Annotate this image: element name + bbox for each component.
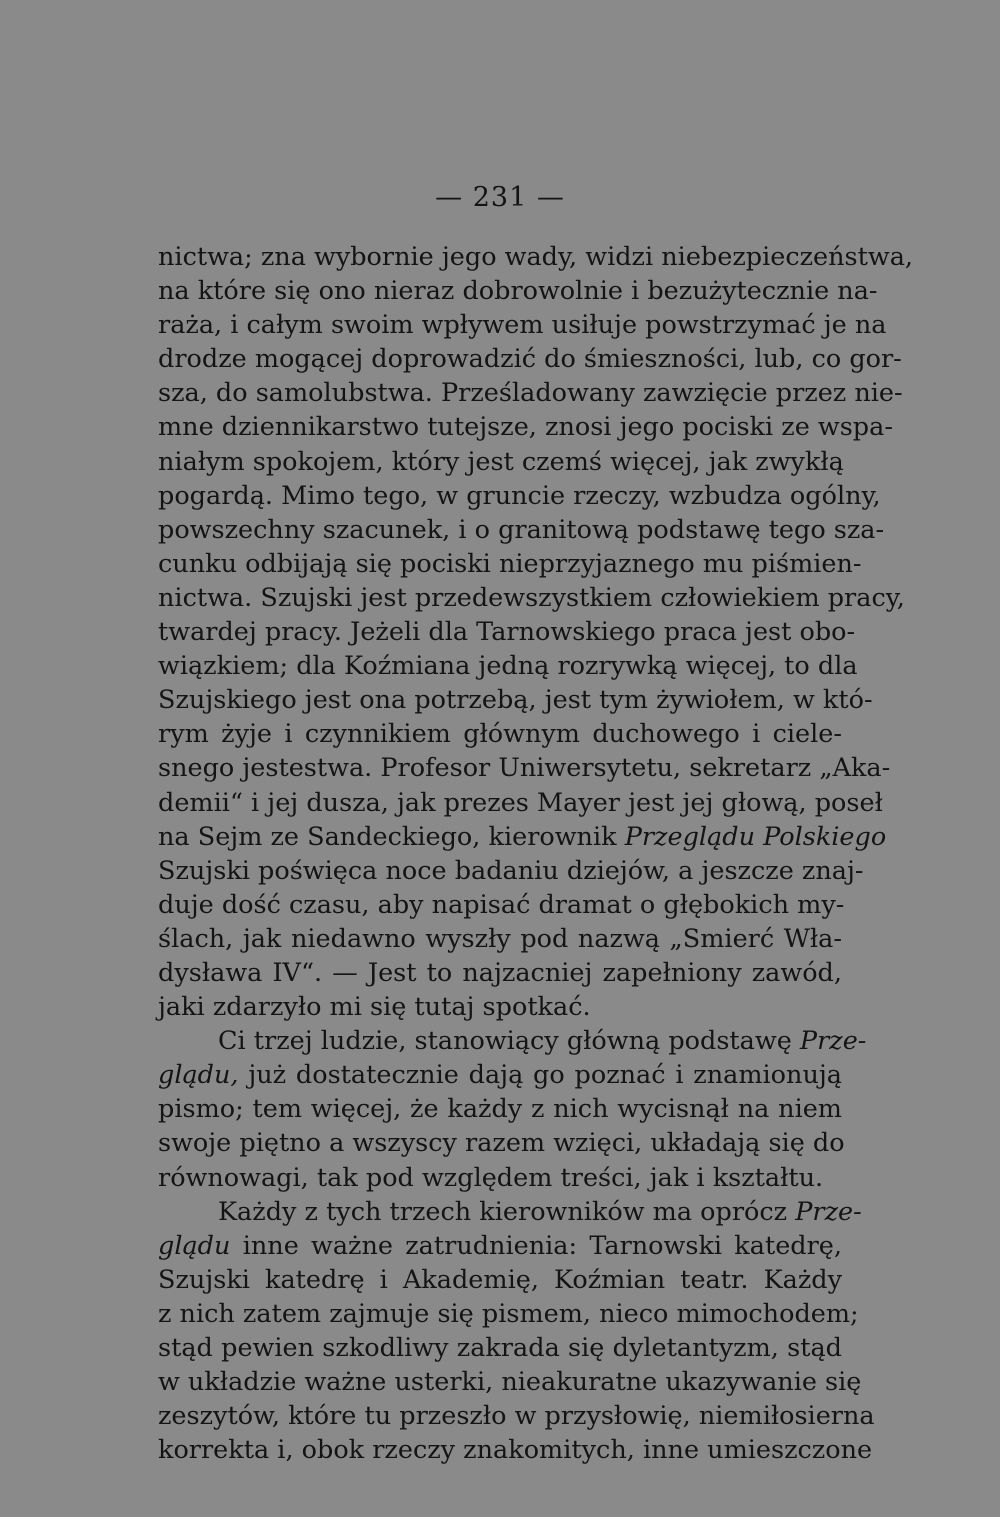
italic-title: Prze- — [799, 1026, 867, 1057]
text-line: snego jestestwa. Profesor Uniwersytetu, sekretarz „Aka- — [158, 753, 891, 784]
text-line: stąd pewien szkodliwy zakrada się dyletantyzm, stąd — [158, 1333, 842, 1363]
text-line: jaki zdarzyło mi się tutaj spotkać. — [158, 992, 591, 1023]
text-line: Szujski katedrę i Akademię, Koźmian teatr. Każdy — [158, 1264, 842, 1295]
text-line: drodze mogącej doprowadzić do śmieszności, lub, co gor- — [158, 344, 902, 375]
text-line: rym żyje i czynnikiem głównym duchowego i ciele- — [158, 719, 842, 750]
text-line: na które się ono nieraz dobrowolnie i bezużytecznie na- — [158, 276, 878, 307]
body-text — [158, 240, 914, 1467]
text-line-with-italic — [158, 1195, 862, 1229]
text-line: korrekta i, obok rzeczy znakomitych, inne umieszczone — [158, 1435, 873, 1466]
text-line: dysława IV“. — Jest to najzacniej zapełniony zawód, — [158, 957, 842, 988]
text-line: nictwa. Szujski jest przedewszystkiem człowiekiem pracy, — [158, 582, 905, 613]
text-line: wiązkiem; dla Koźmiana jedną rozrywką więcej, to dla — [158, 651, 858, 682]
text-line: zeszytów, które tu przeszło w przysłowię, niemiłosierna — [158, 1401, 875, 1432]
text-span: Każdy z tych trzech kierowników ma oprócz — [218, 1196, 788, 1227]
text-line: pogardą. Mimo tego, w gruncie rzeczy, wzbudza ogólny, — [158, 480, 881, 511]
italic-title: glądu — [158, 1230, 231, 1261]
text-span: inne ważne zatrudnienia: Tarnowski katedrę, — [242, 1230, 843, 1261]
text-line: mne dziennikarstwo tutejsze, znosi jego pociski ze wspa- — [158, 412, 893, 443]
text-line: w układzie ważne usterki, nieakuratne ukazywanie się — [158, 1367, 862, 1398]
page-number: — 231 — — [435, 182, 565, 213]
text-line: równowagi, tak pod względem treści, jak i kształtu. — [158, 1162, 824, 1193]
italic-title: Prze- — [795, 1196, 862, 1227]
text-line: powszechny szacunek, i o granitową podstawę tego sza- — [158, 514, 885, 545]
text-line: nictwa; zna wybornie jego wady, widzi niebezpieczeństwa, — [158, 242, 914, 272]
text-span: na Sejm ze Sandeckiego, kierownik — [158, 821, 617, 852]
italic-title: glądu, — [158, 1060, 239, 1091]
text-line: Szujskiego jest ona potrzebą, jest tym żywiołem, w któ- — [158, 685, 873, 716]
text-line-with-italic — [158, 820, 887, 854]
text-line: ślach, jak niedawno wyszły pod nazwą „Smierć Wła- — [158, 923, 842, 954]
text-span: Ci trzej ludzie, stanowiący główną podstawę — [218, 1026, 792, 1057]
text-line: demii“ i jej dusza, jak prezes Mayer jest jej głową, poseł — [158, 787, 883, 818]
text-line: cunku odbijają się pociski nieprzyjaznego mu piśmien- — [158, 548, 862, 579]
text-line: niałym spokojem, który jest czemś więcej, jak zwykłą — [158, 446, 844, 477]
italic-title: Przeglądu Polskiego — [624, 821, 887, 852]
text-line-with-italic — [158, 1024, 867, 1058]
text-span: już dostatecznie dają go poznać i znamionują — [248, 1060, 842, 1091]
text-line: z nich zatem zajmuje się pismem, nieco mimochodem; — [158, 1298, 859, 1329]
text-line: raża, i całym swoim wpływem usiłuje powstrzymać je na — [158, 310, 887, 341]
text-line: pismo; tem więcej, że każdy z nich wycisnął na niem — [158, 1094, 842, 1125]
text-line-with-italic — [158, 1229, 842, 1263]
text-line-with-italic — [158, 1058, 842, 1092]
text-line: duje dość czasu, aby napisać dramat o głębokich my- — [158, 889, 845, 920]
text-line: swoje piętno a wszyscy razem wzięci, układają się do — [158, 1128, 845, 1159]
text-line: twardej pracy. Jeżeli dla Tarnowskiego praca jest obo- — [158, 617, 856, 648]
text-line: Szujski poświęca noce badaniu dziejów, a jeszcze znaj- — [158, 855, 864, 886]
text-line: sza, do samolubstwa. Prześladowany zawzięcie przez nie- — [158, 378, 903, 409]
